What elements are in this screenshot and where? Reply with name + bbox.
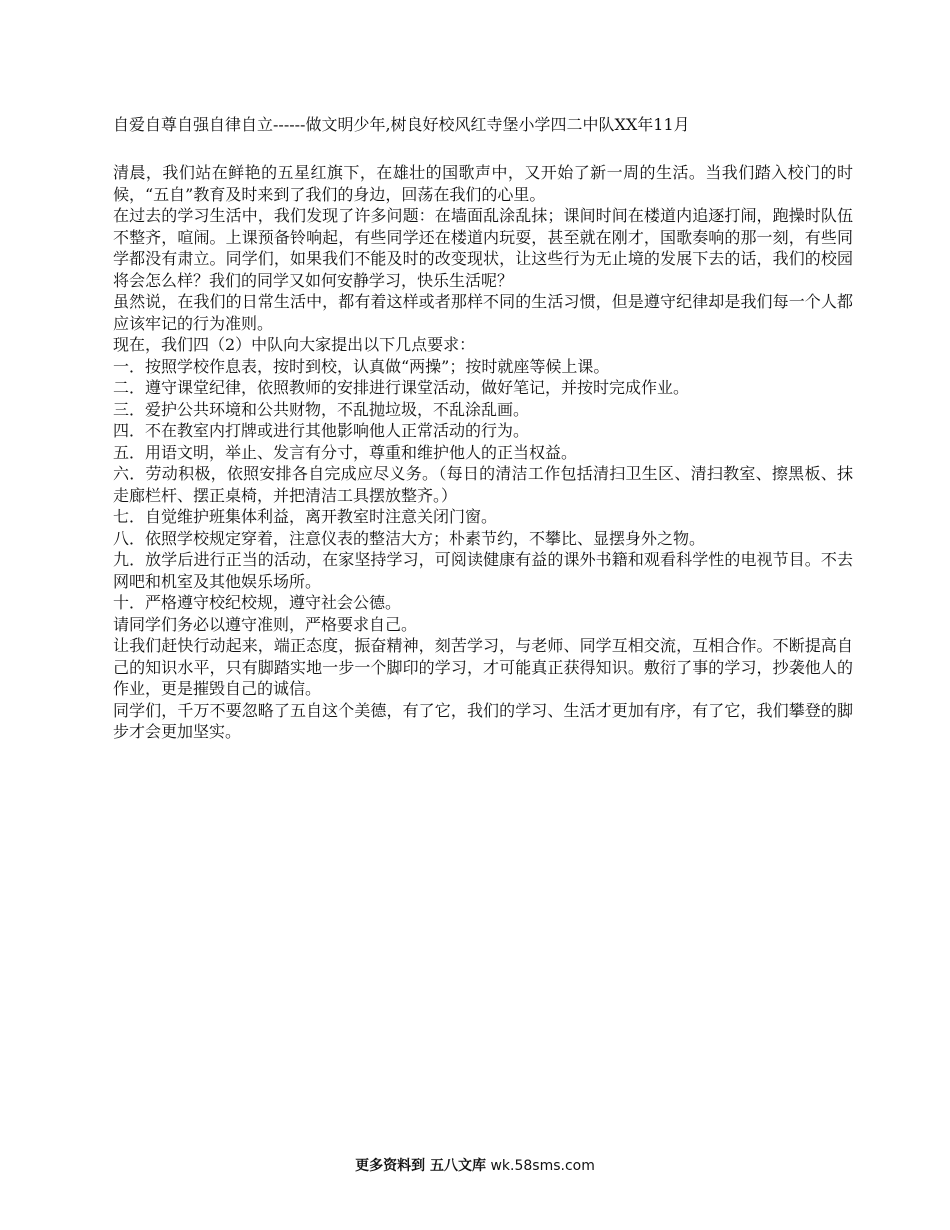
rule-item-6: 六．劳动积极，依照安排各自完成应尽义务。（每日的清洁工作包括清扫卫生区、清扫教室、擦黑板、抹走廊栏杆、摆正桌椅，并把清洁工具摆放整齐。）: [113, 464, 853, 505]
paragraph-5: 请同学们务必以遵守准则，严格要求自己。: [113, 614, 418, 634]
paragraph-7: 同学们，千万不要忽略了五自这个美德，有了它，我们的学习、生活才更加有序，有了它，我们攀登的脚步才会更加坚实。: [113, 700, 853, 741]
footer-url[interactable]: wk.58sms.com: [490, 1158, 595, 1174]
rule-item-1: 一．按照学校作息表，按时到校，认真做“两操”；按时就座等候上课。: [113, 356, 610, 376]
document-body: [113, 162, 853, 743]
footer-brand: 更多资料到 五八文库: [355, 1158, 486, 1174]
rule-item-2: 二．遵守课堂纪律，依照教师的安排进行课堂活动，做好笔记，并按时完成作业。: [113, 378, 690, 397]
paragraph-3: 虽然说，在我们的日常生活中，都有着这样或者那样不同的生活习惯，但是遵守纪律却是我们每一个人都应该牢记的行为准则。: [113, 292, 853, 333]
paragraph-2: 在过去的学习生活中，我们发现了许多问题：在墙面乱涂乱抹；课间时间在楼道内追逐打闹，跑操时队伍不整齐，喧闹。上课预备铃响起，有些同学还在楼道内玩耍，甚至就在刚才，国歌奏响的那一刻，有些同学都没有肃立。同学们，如果我们不能及时的改变现状，让这些行为无止境的发展下去的话，我们的校园将会怎么样？我们的同学又如何安静学习，快乐生活呢？: [113, 206, 853, 290]
paragraph-4: 现在，我们四（2）中队向大家提出以下几点要求：: [113, 335, 476, 354]
rule-item-5: 五．用语文明，举止、发言有分寸，尊重和维护他人的正当权益。: [113, 442, 578, 462]
paragraph-6: 让我们赶快行动起来，端正态度，振奋精神，刻苦学习，与老师、同学互相交流，互相合作。不断提高自己的知识水平，只有脚踏实地一步一个脚印的学习，才可能真正获得知识。敷衍了事的学习，抄袭他人的作业，更是摧毁自己的诚信。: [113, 636, 853, 698]
document-title: 自爱自尊自强自律自立------做文明少年,树良好校风红寺堡小学四二中队XX年11月: [113, 115, 690, 134]
rule-item-3: 三．爱护公共环境和公共财物，不乱抛垃圾，不乱涂乱画。: [113, 399, 530, 419]
rule-item-9: 九．放学后进行正当的活动，在家坚持学习，可阅读健康有益的课外书籍和观看科学性的电视节目。不去网吧和机室及其他娱乐场所。: [113, 550, 853, 591]
page-footer: [0, 1157, 950, 1175]
rule-item-7: 七．自觉维护班集体利益，离开教室时注意关闭门窗。: [113, 507, 498, 526]
rule-item-8: 八．依照学校规定穿着，注意仪表的整洁大方；朴素节约，不攀比、显摆身外之物。: [113, 528, 706, 548]
rule-item-4: 四．不在教室内打牌或进行其他影响他人正常活动的行为。: [113, 421, 530, 440]
paragraph-1: 清晨，我们站在鲜艳的五星红旗下，在雄壮的国歌声中，又开始了新一周的生活。当我们踏入校门的时候，“五自”教育及时来到了我们的身边，回荡在我们的心里。: [113, 163, 853, 204]
rule-item-10: 十．严格遵守校纪校规，遵守社会公德。: [113, 593, 402, 612]
